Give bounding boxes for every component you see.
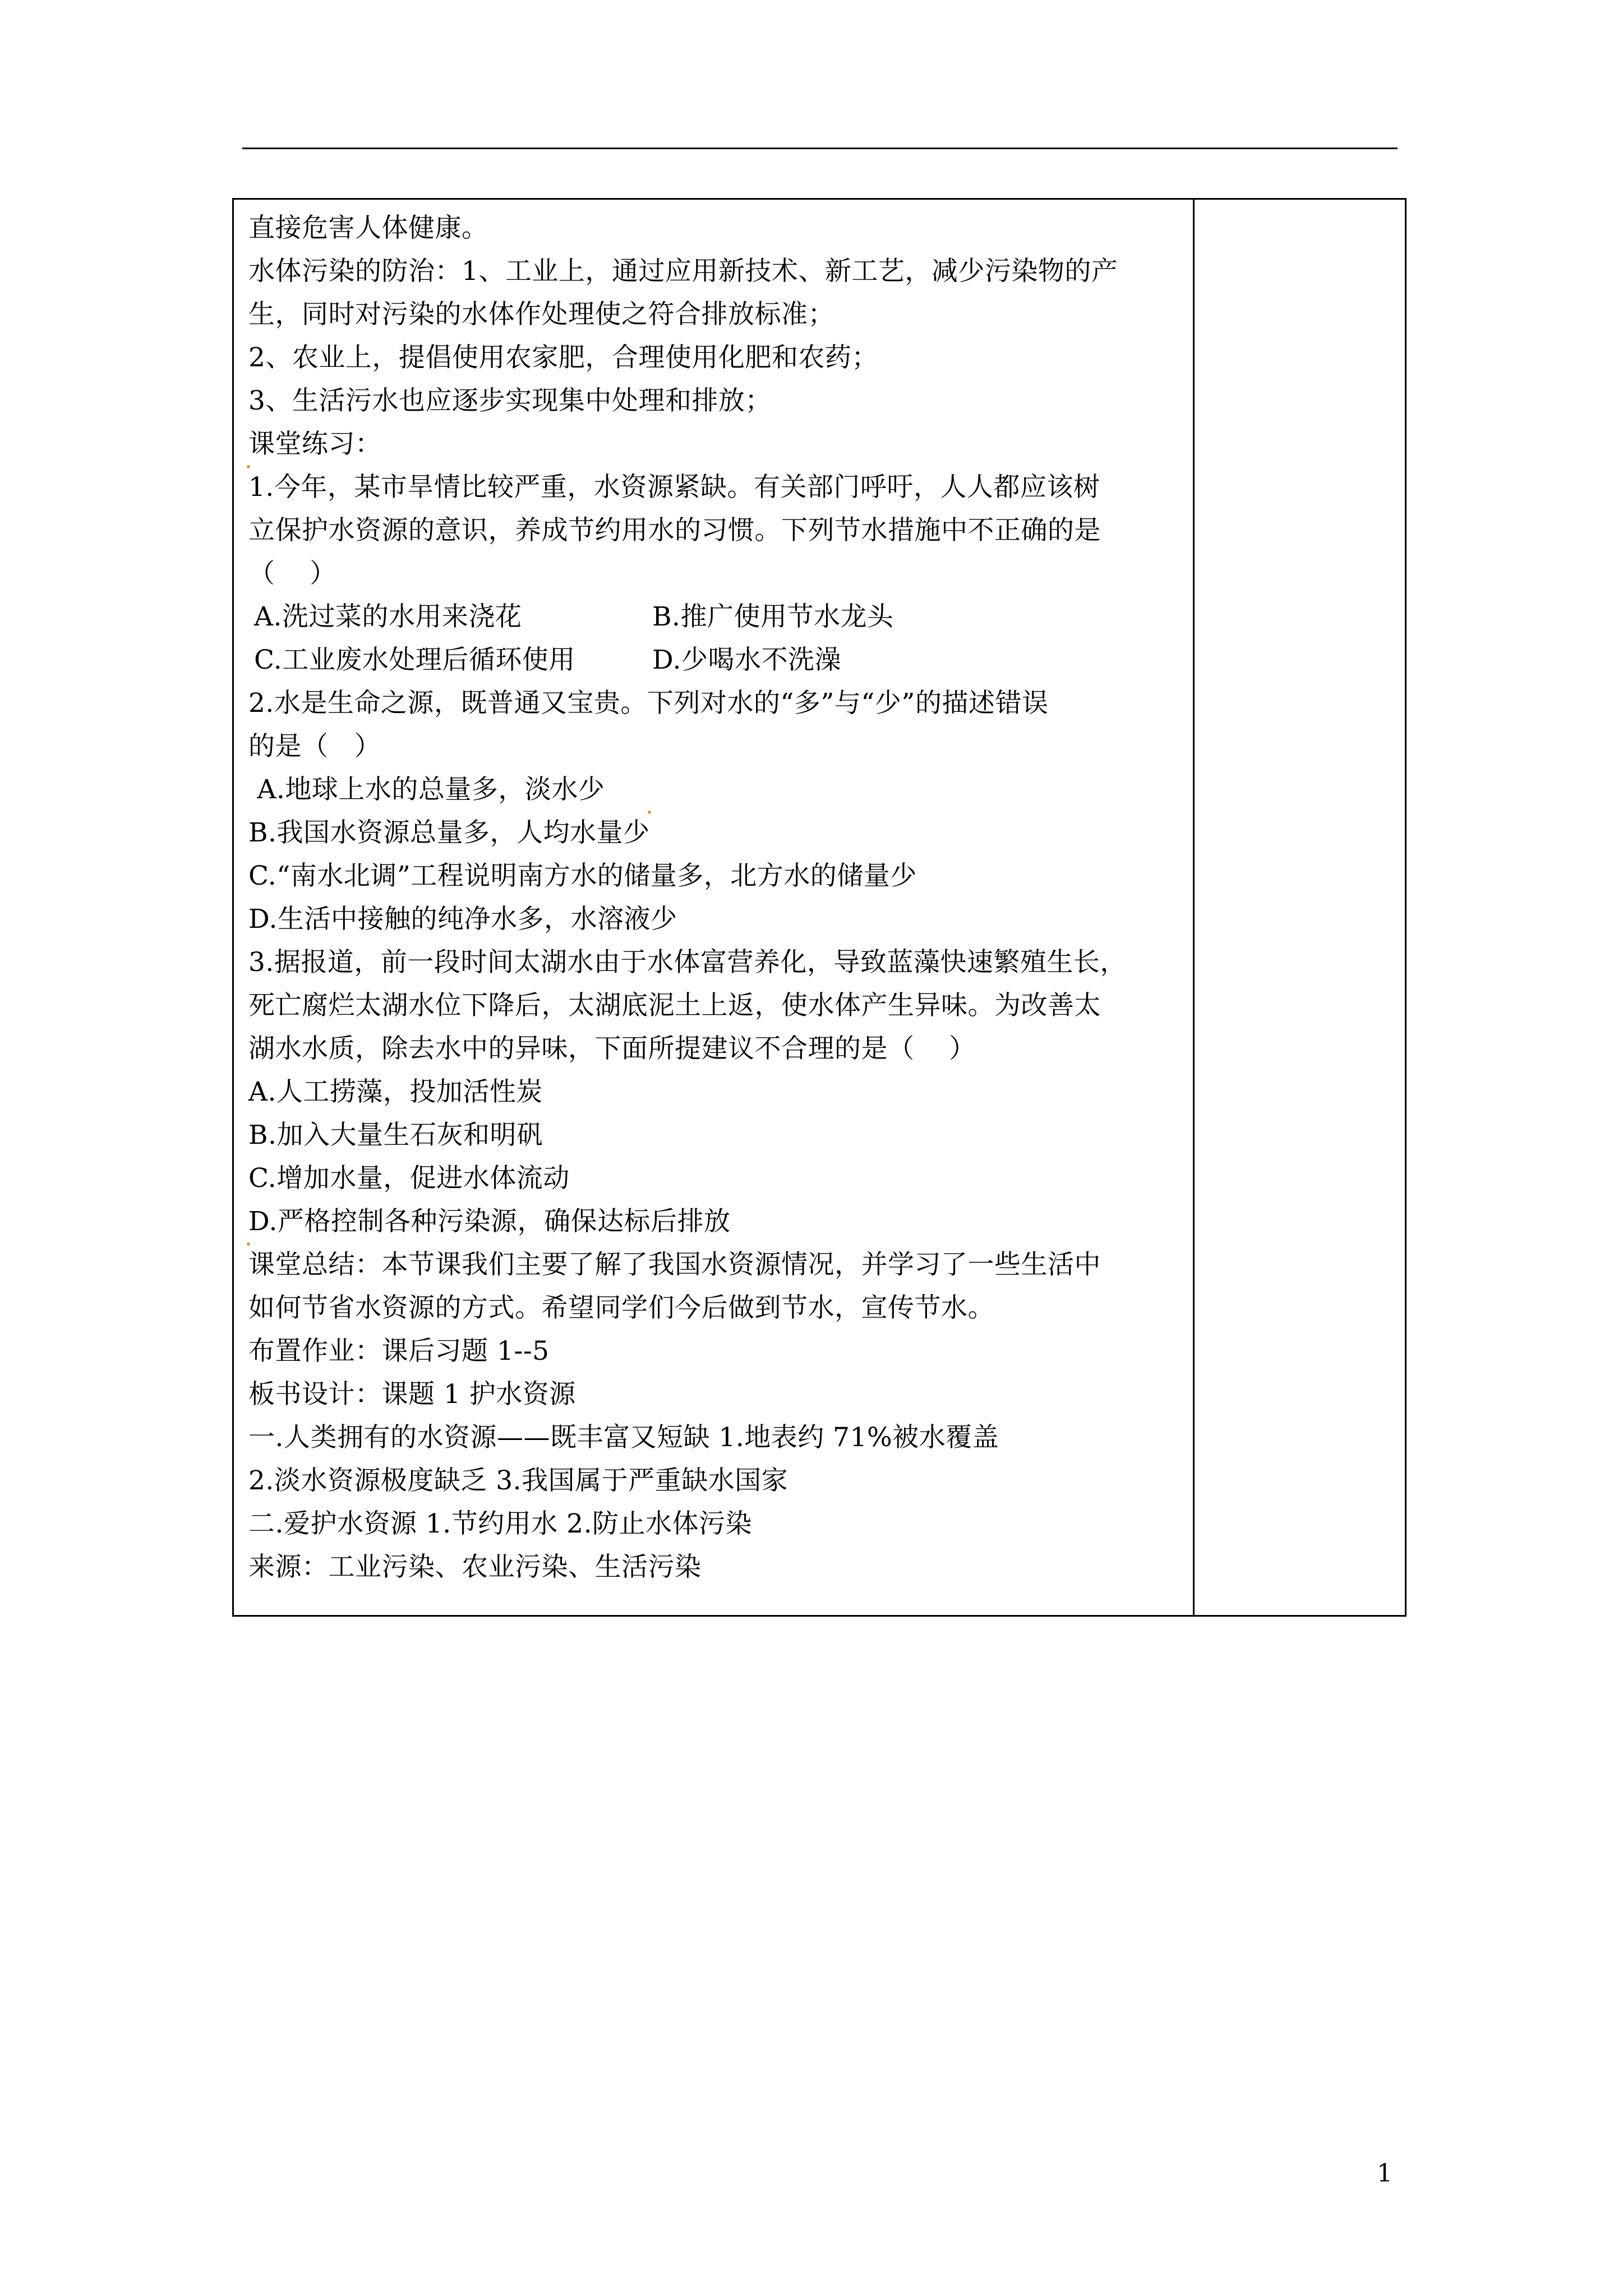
summary-line: 如何节省水资源的方式。希望同学们今后做到节水，宣传节水。	[248, 1292, 994, 1323]
text-line: 3、生活污水也应逐步实现集中处理和排放；	[248, 385, 772, 416]
q3-option-b: B.加入大量生石灰和明矾	[248, 1120, 543, 1151]
section-heading-practice: 课堂练习：	[248, 429, 382, 459]
q1-option-b: B.推广使用节水龙头	[652, 601, 894, 632]
question-1-line: 立保护水资源的意识，养成节约用水的习惯。下列节水措施中不正确的是	[248, 515, 1101, 546]
q2-option-b: B.我国水资源总量多，人均水量少	[248, 817, 650, 848]
question-3-line: 3.据报道，前一段时间太湖水由于水体富营养化，导致蓝藻快速繁殖生长，	[248, 947, 1127, 978]
board-design-title: 板书设计：课题 1 护水资源	[248, 1379, 576, 1410]
header-rule	[242, 148, 1398, 149]
question-2-line: 2.水是生命之源，既普通又宝贵。下列对水的“多”与“少”的描述错误	[248, 688, 1049, 719]
q1-option-a: A.洗过菜的水用来浇花	[254, 601, 522, 632]
q3-option-a: A.人工捞藻，投加活性炭	[248, 1076, 543, 1107]
lesson-table	[232, 198, 1407, 1617]
text-line: 直接危害人体健康。	[248, 213, 488, 243]
q2-option-a: A.地球上水的总量多，淡水少	[248, 774, 605, 805]
question-3-blank: 湖水水质，除去水中的异味，下面所提建议不合理的是（ ）	[248, 1033, 976, 1064]
summary-line: 课堂总结：本节课我们主要了解了我国水资源情况，并学习了一些生活中	[248, 1249, 1101, 1280]
question-1-line: 1.今年，某市旱情比较严重，水资源紧缺。有关部门呼吁，人人都应该树	[248, 472, 1100, 503]
board-design-line: 2.淡水资源极度缺乏 3.我国属于严重缺水国家	[248, 1465, 789, 1496]
text-line: 水体污染的防治：1、工业上，通过应用新技术、新工艺，减少污染物的产	[248, 256, 1118, 287]
page-number: 1	[1377, 2159, 1393, 2188]
notes-cell	[1195, 200, 1405, 1615]
q1-option-c: C.工业废水处理后循环使用	[254, 645, 575, 675]
q3-option-d: D.严格控制各种污染源，确保达标后排放	[248, 1206, 731, 1237]
board-design-line: 二.爱护水资源 1.节约用水 2.防止水体污染	[248, 1508, 753, 1539]
question-1-blank: （ ）	[248, 558, 336, 589]
question-2-blank: 的是（ ）	[248, 731, 381, 762]
q2-option-d: D.生活中接触的纯净水多，水溶液少	[248, 904, 677, 935]
lesson-content-cell	[248, 200, 1185, 1615]
text-line: 2、农业上，提倡使用农家肥，合理使用化肥和农药；	[248, 342, 878, 373]
board-design-line: 来源：工业污染、农业污染、生活污染	[248, 1552, 702, 1582]
board-design-line: 一.人类拥有的水资源——既丰富又短缺 1.地表约 71%被水覆盖	[248, 1422, 999, 1453]
q3-option-c: C.增加水量，促进水体流动	[248, 1163, 570, 1194]
text-line: 生，同时对污染的水体作处理使之符合排放标准；	[248, 299, 834, 330]
q1-option-d: D.少喝水不洗澡	[652, 645, 841, 675]
homework-line: 布置作业：课后习题 1--5	[248, 1336, 550, 1366]
q2-option-c: C.“南水北调”工程说明南方水的储量多，北方水的储量少	[248, 861, 917, 891]
question-3-line: 死亡腐烂太湖水位下降后，太湖底泥土上返，使水体产生异味。为改善太	[248, 990, 1101, 1021]
